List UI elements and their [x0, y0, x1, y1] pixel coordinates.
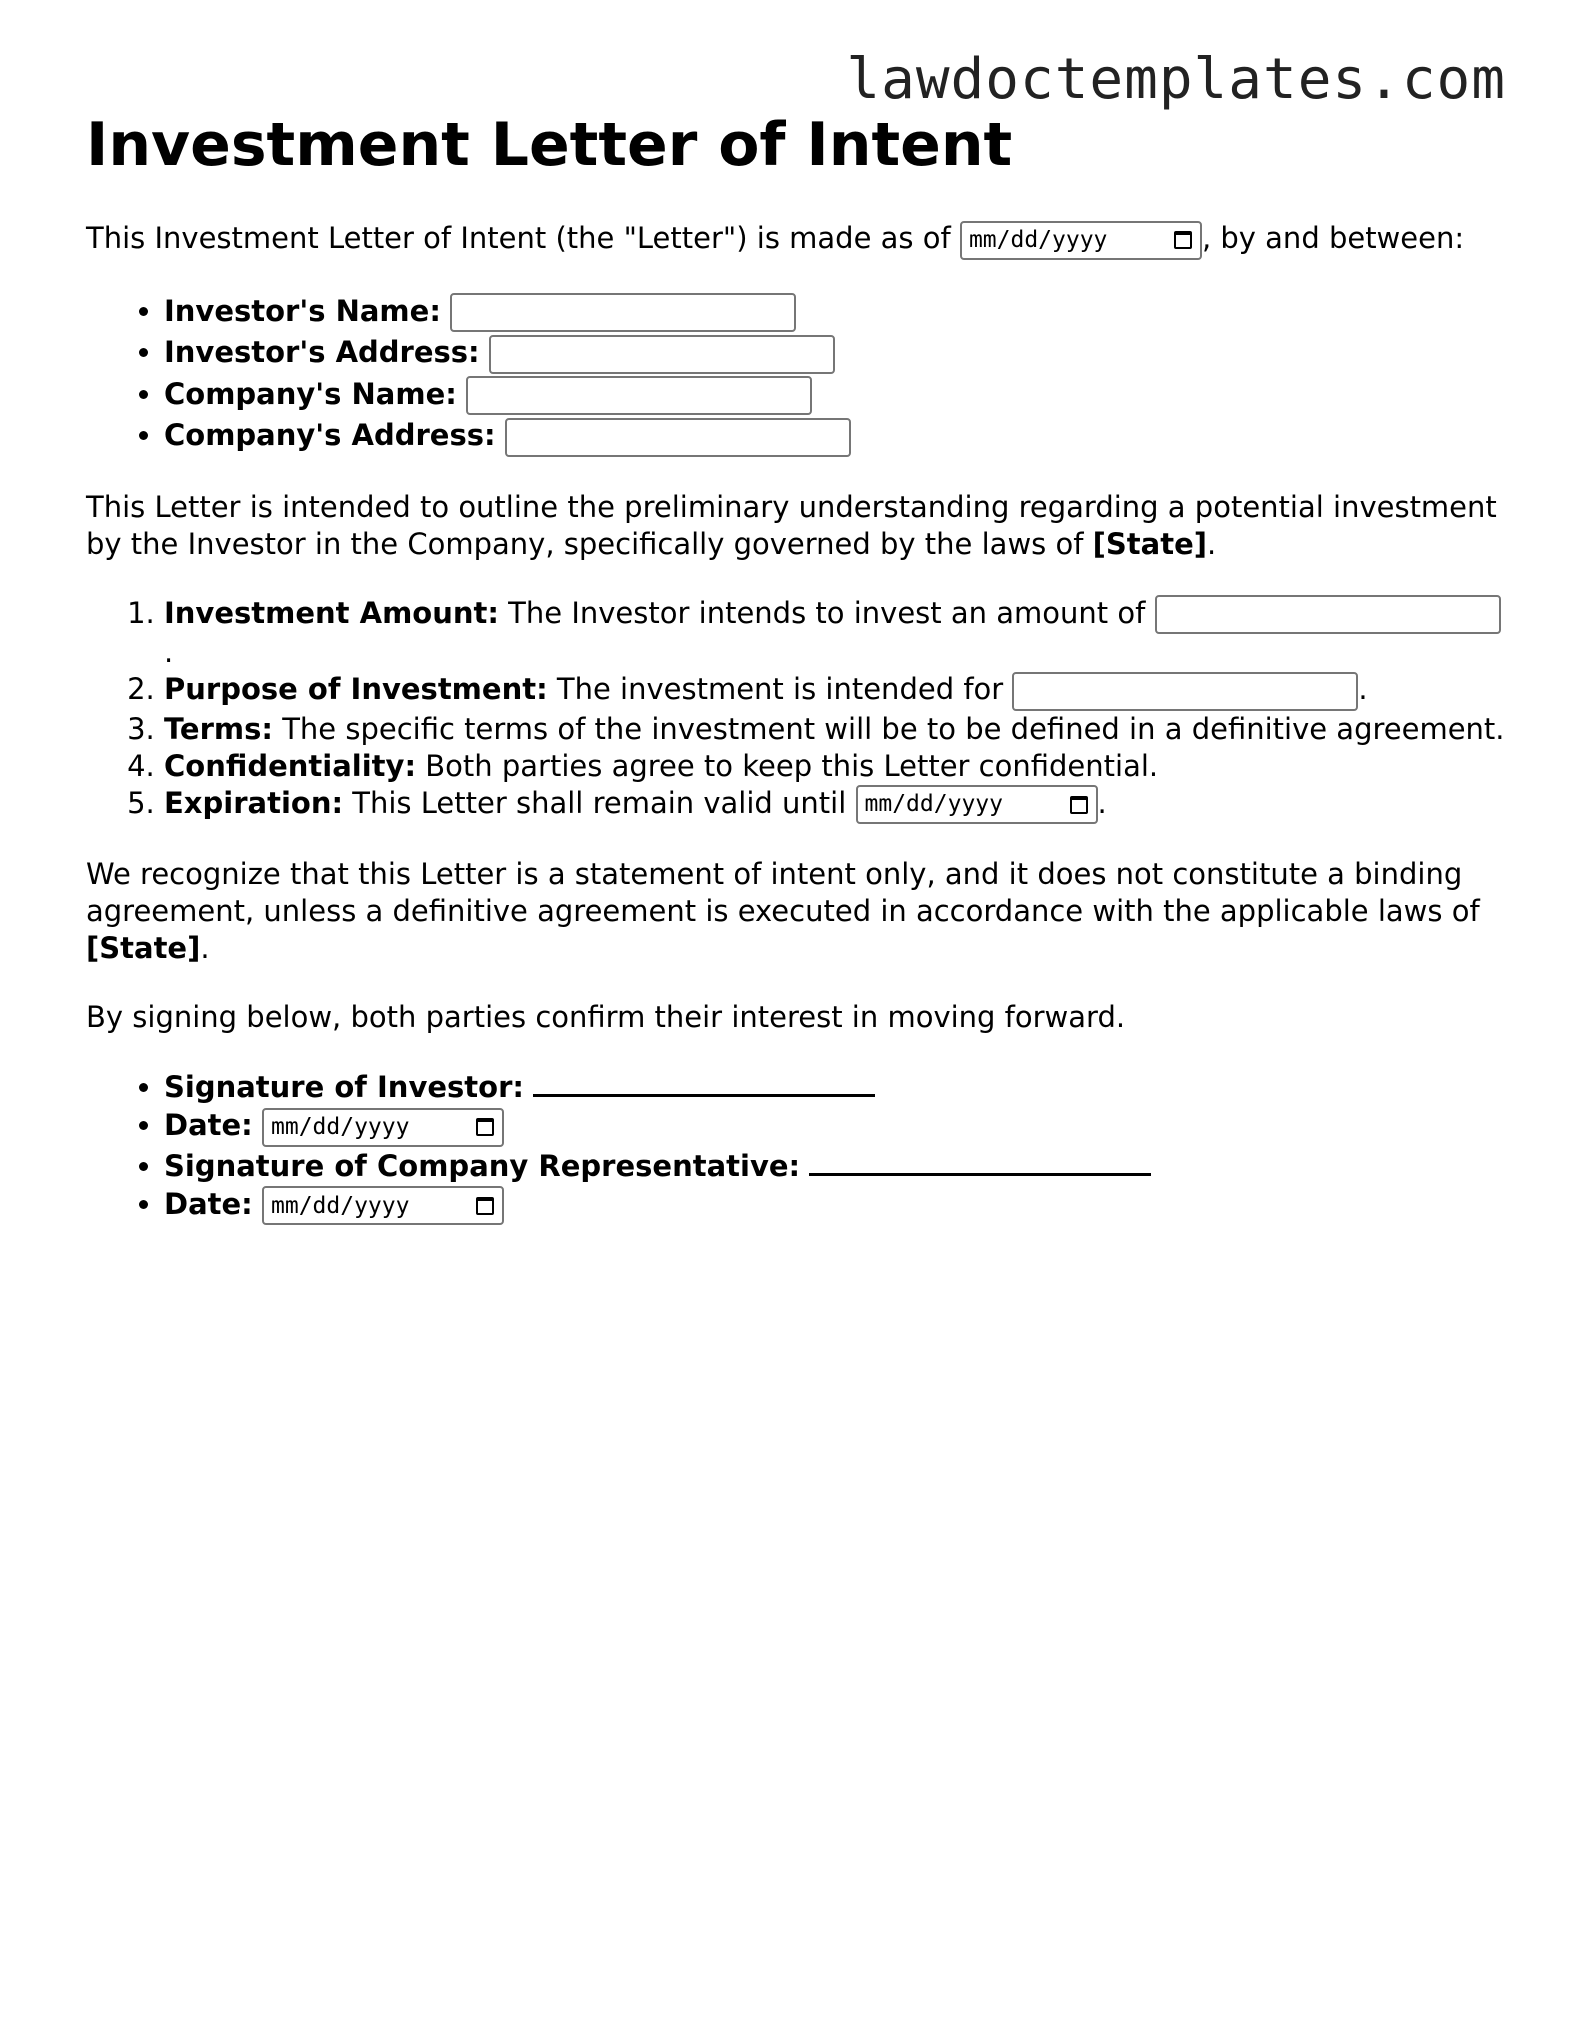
investor-signature-line[interactable] [533, 1090, 875, 1097]
company-signature-label: Signature of Company Representative: [164, 1148, 801, 1183]
list-item [164, 332, 1506, 374]
disclaimer-text: We recognize that this Letter is a statement of intent only, and it does not constitute a binding agreement, unless a definitive agreement is executed in accordance with the applicable laws of [86, 857, 1480, 928]
disclaimer-paragraph: We recognize that this Letter is a statement of intent only, and it does not constitute a binding agreement, unless a definitive agreement is executed in accordance with the applicable laws of [State]. [86, 857, 1480, 965]
company-name-input[interactable] [466, 376, 812, 415]
company-date-input[interactable] [262, 1186, 504, 1225]
state-placeholder: [State] [1092, 526, 1208, 561]
list-item [164, 1185, 1506, 1226]
investor-signature-label: Signature of Investor: [164, 1070, 524, 1104]
letter-date-input[interactable] [960, 221, 1202, 260]
date-placeholder: mm/dd/yyyy [271, 1192, 410, 1219]
list-item [164, 1147, 1506, 1185]
company-date-label: Date: [164, 1186, 253, 1221]
brand-watermark: lawdoctemplates.com [846, 47, 1506, 112]
state-placeholder: [State] [86, 931, 201, 965]
expiration-date-input[interactable] [856, 785, 1098, 824]
confidentiality-label: Confidentiality: [164, 748, 417, 783]
investor-name-input[interactable] [450, 293, 796, 332]
company-address-input[interactable] [505, 418, 851, 457]
document-title: Investment Letter of Intent [86, 110, 1013, 180]
calendar-icon[interactable] [476, 1118, 494, 1136]
investor-address-label: Investor's Address: [164, 335, 480, 369]
list-item: 3. Terms: The specific terms of the investment will be to be defined in a definitive agreement. [164, 711, 1506, 748]
list-item: 4. Confidentiality: Both parties agree to keep this Letter confidential. [164, 748, 1506, 785]
confirm-paragraph: By signing below, both parties confirm their interest in moving forward. [86, 1000, 1126, 1034]
investment-amount-label: Investment Amount: [164, 595, 499, 630]
list-item [164, 415, 1506, 457]
signatures-list [86, 1068, 1506, 1225]
list-item: 2. Purpose of Investment: The investment is intended for . [164, 671, 1506, 711]
list-item [164, 1106, 1506, 1147]
date-placeholder: mm/dd/yyyy [271, 1114, 410, 1140]
terms-list [86, 595, 1506, 825]
terms-label: Terms: [164, 711, 273, 746]
purpose-input[interactable] [1012, 672, 1358, 711]
date-placeholder: mm/dd/yyyy [968, 226, 1108, 253]
intro-text: This Investment Letter of Intent (the "Letter") is made as of [86, 221, 960, 255]
list-item: 5. Expiration: This Letter shall remain valid until mm/dd/yyyy . [164, 785, 1506, 825]
calendar-icon[interactable] [476, 1197, 494, 1215]
calendar-icon[interactable] [1174, 231, 1192, 249]
list-item [164, 374, 1506, 416]
calendar-icon[interactable] [1070, 796, 1088, 814]
intro-paragraph [86, 220, 1506, 260]
purpose-label: Purpose of Investment: [164, 672, 548, 706]
expiration-label: Expiration: [164, 785, 344, 820]
document-page [86, 52, 1506, 1225]
list-item: 1. Investment Amount: The Investor intends to invest an amount of . [164, 595, 1506, 672]
scope-text: This Letter is intended to outline the preliminary understanding regarding a potential investment by the Investor in the Company, specifically governed by the laws of [86, 489, 1497, 561]
list-item [164, 291, 1506, 333]
intro-text-end: , by and between: [1201, 221, 1465, 255]
company-signature-line[interactable] [809, 1169, 1151, 1176]
investor-date-input[interactable] [262, 1108, 504, 1147]
investor-address-input[interactable] [489, 335, 835, 374]
date-placeholder: mm/dd/yyyy [864, 791, 1003, 817]
company-address-label: Company's Address: [164, 418, 496, 452]
scope-paragraph: This Letter is intended to outline the preliminary understanding regarding a potential investment by the Investor in the Company, specifically governed by the laws of [State]. [86, 489, 1497, 561]
list-item [164, 1068, 1506, 1106]
investor-date-label: Date: [164, 1108, 253, 1142]
investment-amount-input[interactable] [1155, 595, 1501, 634]
company-name-label: Company's Name: [164, 376, 457, 411]
investor-name-label: Investor's Name: [164, 293, 441, 328]
parties-list [86, 291, 1506, 457]
